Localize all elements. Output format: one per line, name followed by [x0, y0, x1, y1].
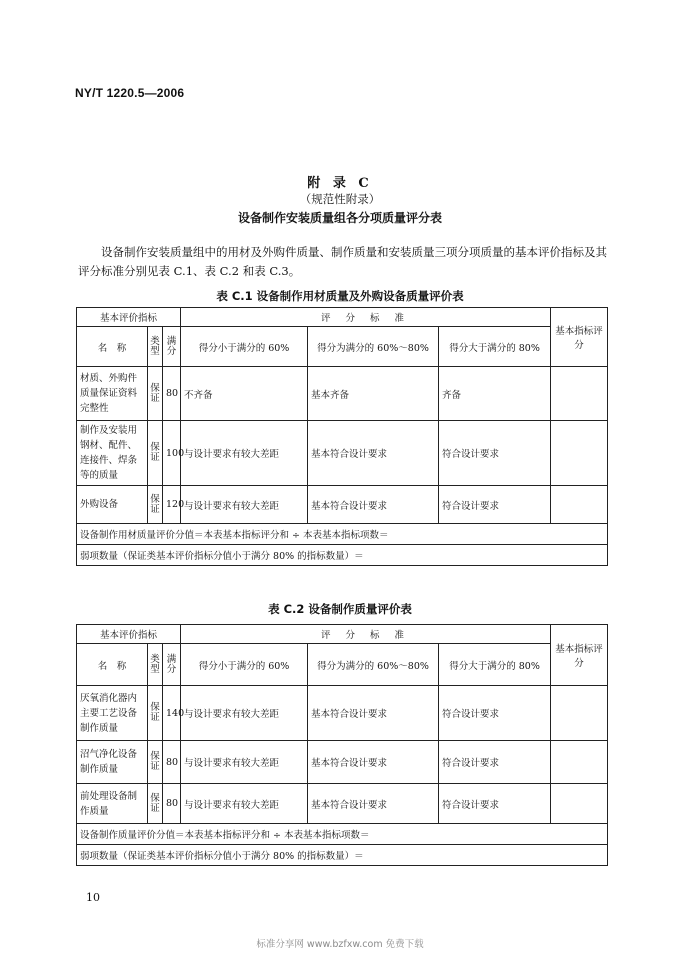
row-name: 外购设备 — [77, 486, 148, 524]
col-name: 名 称 — [77, 644, 148, 686]
col-full-score: 满 分 — [163, 644, 181, 686]
table-c2-caption: 表 C.2 设备制作质量评价表 — [268, 602, 412, 616]
row-type: 保 证 — [148, 784, 163, 824]
table-c1-weak-items: 弱项数量（保证类基本评价指标分值小于满分 80% 的指标数量）＝ — [77, 545, 608, 566]
row-name: 材质、外购件质量保证资料完整性 — [77, 367, 148, 421]
row-60-80: 基本符合设计要求 — [308, 686, 439, 741]
col-type: 类 型 — [148, 644, 163, 686]
header-basic-indicators: 基本评价指标 — [77, 308, 181, 327]
row-type: 保 证 — [148, 741, 163, 784]
row-full: 80 — [163, 784, 181, 824]
row-below-60: 与设计要求有较大差距 — [181, 741, 308, 784]
table-row — [77, 784, 608, 824]
table-row — [77, 367, 608, 421]
row-full: 120 — [163, 486, 181, 524]
header-indicator-score: 基本指标评分 — [551, 308, 608, 367]
watermark: 标准分享网 www.bzfxw.com 免费下载 — [256, 939, 424, 950]
row-60-80: 基本符合设计要求 — [308, 741, 439, 784]
row-60-80: 基本齐备 — [308, 367, 439, 421]
intro-paragraph: 设备制作安装质量组中的用材及外购件质量、制作质量和安装质量三项分项质量的基本评价指标及其评分标准分别见表 C.1、表 C.2 和表 C.3。 — [78, 245, 607, 278]
appendix-subtitle: （规范性附录） — [299, 192, 381, 206]
row-below-60: 与设计要求有较大差距 — [181, 421, 308, 486]
col-above-80: 得分大于满分的 80% — [439, 327, 551, 367]
row-below-60: 不齐备 — [181, 367, 308, 421]
row-score — [551, 367, 608, 421]
col-60-80: 得分为满分的 60%～80% — [308, 327, 439, 367]
appendix-title: 附 录 C — [307, 176, 373, 191]
row-type: 保 证 — [148, 367, 163, 421]
header-scoring-criteria: 评 分 标 准 — [181, 625, 551, 644]
col-full-score: 满 分 — [163, 327, 181, 367]
table-c2 — [76, 624, 608, 866]
header-basic-indicators: 基本评价指标 — [77, 625, 181, 644]
row-above-80: 符合设计要求 — [439, 421, 551, 486]
row-score — [551, 686, 608, 741]
row-above-80: 符合设计要求 — [439, 686, 551, 741]
table-row — [77, 486, 608, 524]
table-row — [77, 686, 608, 741]
row-score — [551, 486, 608, 524]
row-60-80: 基本符合设计要求 — [308, 421, 439, 486]
col-60-80: 得分为满分的 60%～80% — [308, 644, 439, 686]
table-c1-formula: 设备制作用材质量评价分值＝本表基本指标评分和 ÷ 本表基本指标项数＝ — [77, 524, 608, 545]
table-row — [77, 421, 608, 486]
row-type: 保 证 — [148, 686, 163, 741]
col-above-80: 得分大于满分的 80% — [439, 644, 551, 686]
row-60-80: 基本符合设计要求 — [308, 486, 439, 524]
col-name: 名 称 — [77, 327, 148, 367]
row-name: 厌氧消化器内主要工艺设备制作质量 — [77, 686, 148, 741]
table-c2-weak-items: 弱项数量（保证类基本评价指标分值小于满分 80% 的指标数量）＝ — [77, 845, 608, 866]
row-above-80: 符合设计要求 — [439, 486, 551, 524]
row-above-80: 符合设计要求 — [439, 741, 551, 784]
row-name: 沼气净化设备制作质量 — [77, 741, 148, 784]
col-type: 类 型 — [148, 327, 163, 367]
row-60-80: 基本符合设计要求 — [308, 784, 439, 824]
row-score — [551, 421, 608, 486]
standard-code: NY/T 1220.5—2006 — [75, 86, 185, 100]
table-c1-caption: 表 C.1 设备制作用材质量及外购设备质量评价表 — [216, 289, 464, 303]
appendix-heading: 设备制作安装质量组各分项质量评分表 — [237, 211, 442, 225]
row-score — [551, 741, 608, 784]
row-above-80: 齐备 — [439, 367, 551, 421]
table-c2-formula: 设备制作质量评价分值＝本表基本指标评分和 ÷ 本表基本指标项数＝ — [77, 824, 608, 845]
row-full: 140 — [163, 686, 181, 741]
col-below-60: 得分小于满分的 60% — [181, 327, 308, 367]
row-full: 80 — [163, 367, 181, 421]
header-scoring-criteria: 评 分 标 准 — [181, 308, 551, 327]
row-below-60: 与设计要求有较大差距 — [181, 784, 308, 824]
row-type: 保 证 — [148, 486, 163, 524]
row-above-80: 符合设计要求 — [439, 784, 551, 824]
row-name: 前处理设备制作质量 — [77, 784, 148, 824]
row-below-60: 与设计要求有较大差距 — [181, 486, 308, 524]
page-number: 10 — [86, 891, 100, 904]
row-full: 100 — [163, 421, 181, 486]
row-score — [551, 784, 608, 824]
row-below-60: 与设计要求有较大差距 — [181, 686, 308, 741]
row-name: 制作及安装用钢材、配件、连接件、焊条等的质量 — [77, 421, 148, 486]
col-below-60: 得分小于满分的 60% — [181, 644, 308, 686]
header-indicator-score: 基本指标评分 — [551, 625, 608, 686]
table-c1 — [76, 307, 608, 566]
row-type: 保 证 — [148, 421, 163, 486]
row-full: 80 — [163, 741, 181, 784]
table-row — [77, 741, 608, 784]
